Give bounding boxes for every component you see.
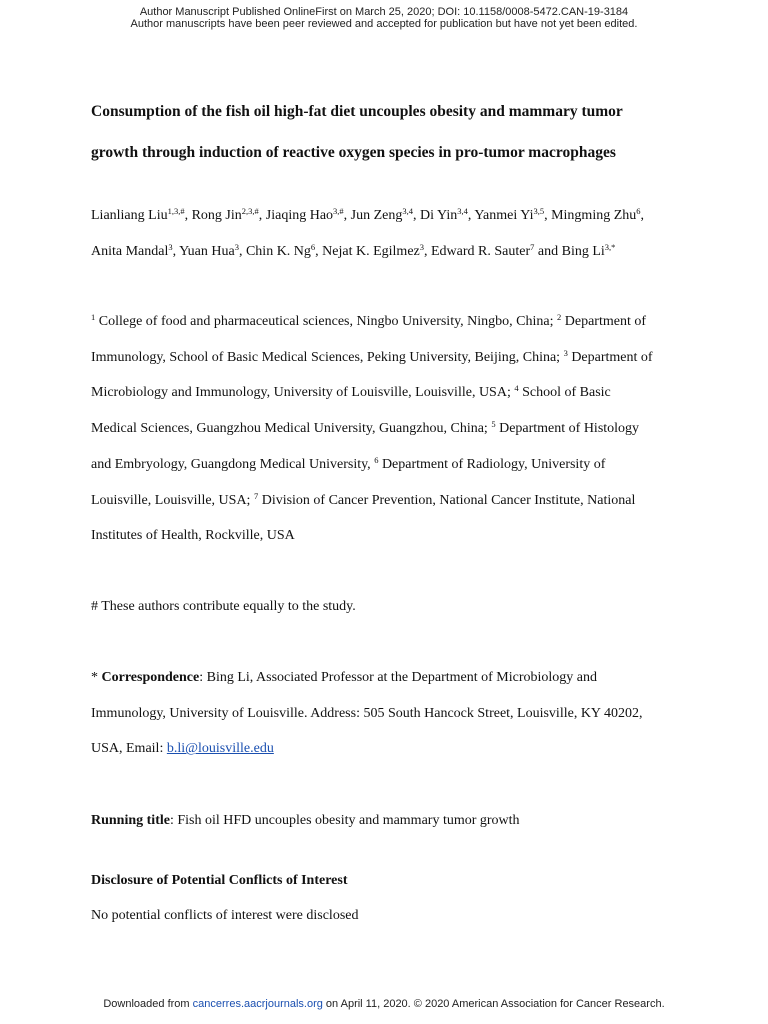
- page-header: [0, 6, 768, 30]
- author-name: Yuan Hua: [179, 243, 235, 259]
- affiliation-text: Medical Sciences, Guangzhou Medical University, Guangzhou, China;: [91, 421, 492, 437]
- disclosure-heading: Disclosure of Potential Conflicts of Interest: [91, 873, 348, 888]
- affiliation-text: Louisville, Louisville, USA;: [91, 492, 254, 508]
- affiliation-text: College of food and pharmaceutical sciences, Ningbo University, Ningbo, China;: [95, 314, 558, 329]
- author-name: Anita Mandal: [91, 243, 169, 259]
- author-name: Chin K. Ng: [245, 243, 311, 259]
- author-list: [91, 198, 703, 269]
- affiliation-number: 3: [563, 347, 568, 358]
- affiliation-line: [91, 375, 703, 411]
- affiliation-text: Department of Radiology, University of: [378, 456, 606, 472]
- affiliation-number: 6: [374, 454, 379, 465]
- affiliation-text: and Embryology, Guangdong Medical University,: [91, 456, 375, 472]
- author-affiliation-mark: 6: [310, 241, 316, 252]
- affiliation-text: Division of Cancer Prevention, National Cancer Institute, National: [258, 492, 636, 508]
- author-affiliation-mark: 3,#: [333, 206, 344, 216]
- author-affiliation-mark: 3,4: [457, 206, 468, 216]
- affiliations: [91, 304, 703, 554]
- correspondence-line: [91, 660, 703, 696]
- author-name: Bing Li: [561, 243, 605, 259]
- affiliation-text: Department of Histology: [495, 421, 640, 437]
- footer-suffix: on April 11, 2020. © 2020 American Association for Cancer Research.: [322, 998, 665, 1010]
- author-name: Di Yin: [420, 208, 458, 223]
- correspondence-line: [91, 731, 703, 767]
- author-name: Mingming Zhu: [551, 208, 637, 223]
- journal-link[interactable]: cancerres.aacrjournals.org: [192, 998, 323, 1010]
- affiliation-line: [91, 447, 703, 483]
- author-name: Lianliang Liu: [91, 208, 168, 223]
- footer-prefix: Downloaded from: [103, 998, 193, 1010]
- author-name: Jiaqing Hao: [265, 208, 334, 223]
- affiliation-line: [91, 340, 703, 376]
- correspondence-line: Immunology, University of Louisville. Address: 505 South Hancock Street, Louisville, KY 40202,: [91, 705, 643, 721]
- affiliation-text: Immunology, School of Basic Medical Sciences, Peking University, Beijing, China;: [91, 349, 564, 365]
- author-affiliation-mark: 3,5: [533, 206, 545, 216]
- author-affiliation-mark: 3,*: [604, 241, 616, 252]
- author-affiliation-mark: 7: [530, 241, 535, 252]
- affiliation-line: [91, 304, 703, 340]
- author-affiliation-mark: 6: [636, 206, 641, 216]
- author-name: Jun Zeng: [350, 208, 403, 223]
- correspondence-text: USA, Email:: [91, 741, 167, 757]
- affiliation-text: Department of: [561, 314, 647, 329]
- affiliation-text: Department of: [567, 349, 653, 365]
- author-affiliation-mark: 3: [419, 241, 424, 252]
- header-review-note: Author manuscripts have been peer reviewed and accepted for publication but have not yet been edited.: [130, 18, 638, 30]
- author-name: Edward R. Sauter: [431, 243, 531, 259]
- affiliation-number: 7: [253, 490, 259, 501]
- running-title: [91, 803, 703, 839]
- page-footer: [0, 998, 768, 1010]
- affiliation-text: School of Basic: [518, 385, 611, 401]
- author-line-1: Lianliang Liu$^{1,3,\#}$, Rong Jin$^{2,3,\#}$, Jiaqing Hao$^{3,\#}$, Jun Zeng$^{3,4}$, Di Yin$^{3,4}$, Yanmei Yi$^{3,5}$, Mingming Zhu$^6$,: [91, 206, 645, 223]
- author-name: Nejat K. Egilmez: [322, 243, 420, 259]
- running-title-label: Running title: [91, 813, 170, 828]
- correspondence-text: : Bing Li, Associated Professor at the Department of Microbiology and: [199, 670, 597, 685]
- running-title-text: : Fish oil HFD uncouples obesity and mammary tumor growth: [169, 813, 520, 828]
- author-affiliation-mark: 2,3,#: [241, 206, 259, 216]
- email-link[interactable]: b.li@louisville.edu: [166, 741, 274, 757]
- paper-title: [91, 91, 703, 173]
- author-name: Yanmei Yi: [474, 208, 534, 223]
- paper-title-line-2: growth through induction of reactive oxygen species in pro-tumor macrophages: [91, 144, 616, 161]
- affiliation-line: [91, 483, 703, 519]
- header-publication-line: Author Manuscript Published OnlineFirst on March 25, 2020; DOI: 10.1158/0008-5472.CAN-19-3184: [139, 6, 629, 18]
- correspondence-label: Correspondence: [101, 670, 200, 685]
- paper-title-line-1: Consumption of the fish oil high-fat diet uncouples obesity and mammary tumor: [91, 103, 623, 120]
- author-affiliation-mark: 3: [234, 241, 239, 252]
- author-affiliation-mark: 3,4: [402, 206, 414, 216]
- affiliation-line: [91, 411, 703, 447]
- affiliation-number: 1: [91, 312, 96, 322]
- equal-contribution-note: # These authors contribute equally to the study.: [91, 599, 356, 614]
- affiliation-number: 4: [514, 383, 519, 394]
- author-name: Rong Jin: [191, 208, 242, 223]
- author-line-2: Anita Mandal$^3$, Yuan Hua$^3$, Chin K. Ng$^6$, Nejat K. Egilmez$^3$, Edward R. Sauter$^7$ and Bing $Li^{3,*}$: [91, 241, 616, 259]
- correspondence: [91, 660, 703, 767]
- correspondence-asterisk: *: [91, 670, 102, 685]
- disclosure-text: No potential conflicts of interest were disclosed: [91, 908, 359, 923]
- affiliation-number: 5: [491, 419, 496, 430]
- affiliation-line: [91, 518, 703, 554]
- author-affiliation-mark: 1,3,#: [167, 206, 185, 216]
- affiliation-number: 2: [557, 312, 562, 322]
- author-affiliation-mark: 3: [168, 241, 173, 252]
- affiliation-text: Microbiology and Immunology, University of Louisville, Louisville, USA;: [91, 385, 515, 401]
- affiliation-text: Institutes of Health, Rockville, USA: [91, 528, 295, 544]
